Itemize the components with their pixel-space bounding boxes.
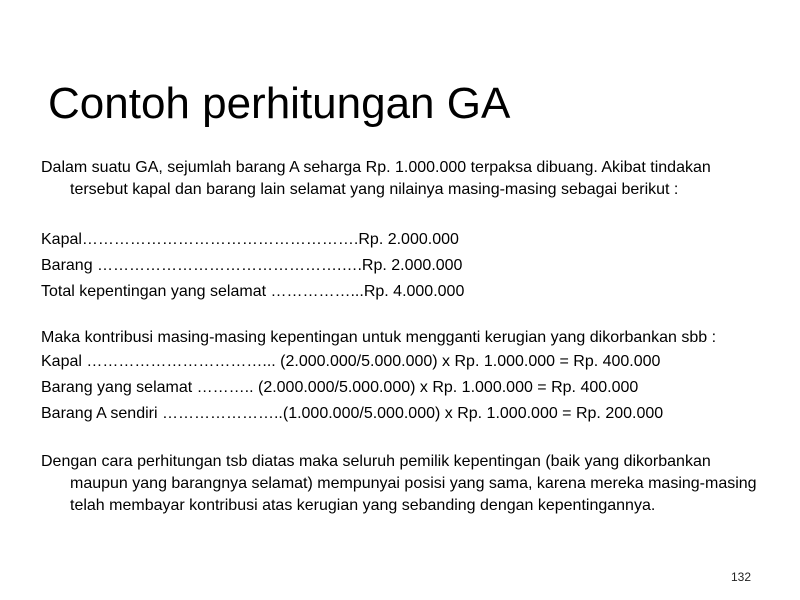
contribution-line-kapal: Kapal ……………………………... (2.000.000/5.000.000) x Rp. 1.000.000 = Rp. 400.000 [41,353,661,370]
value-line-kapal: Kapal…………………………………………….Rp. 2.000.000 [41,231,459,248]
page-number: 132 [730,570,751,584]
slide-title: Contoh perhitungan GA [48,79,511,128]
contribution-line-barang-a: Barang A sendiri …………………..(1.000.000/5.000.000) x Rp. 1.000.000 = Rp. 200.000 [41,405,664,422]
contribution-intro: Maka kontribusi masing-masing kepentingan untuk mengganti kerugian yang dikorbankan sbb : [41,329,717,346]
value-line-total: Total kepentingan yang selamat ……………...Rp. 4.000.000 [41,283,465,300]
contribution-line-barang-selamat: Barang yang selamat ……….. (2.000.000/5.000.000) x Rp. 1.000.000 = Rp. 400.000 [41,379,639,396]
slide-content [41,157,761,517]
spacer [41,201,761,227]
spacer [41,305,761,327]
intro-paragraph: Dalam suatu GA, sejumlah barang A seharga Rp. 1.000.000 terpaksa dibuang. Akibat tindakan tersebut kapal dan barang lain selamat yang nilainya masing-masing sebagai berikut : [41,159,711,198]
conclusion-paragraph: Dengan cara perhitungan tsb diatas maka seluruh pemilik kepentingan (baik yang dikorbankan maupun yang barangnya selamat) mempunyai posisi yang sama, karena mereka masing-masing telah membayar kontribusi atas kerugian yang sebanding dengan kepentingannya. [41,453,757,514]
spacer [41,427,761,451]
value-line-barang: Barang ……………………………………….….Rp. 2.000.000 [41,257,463,274]
